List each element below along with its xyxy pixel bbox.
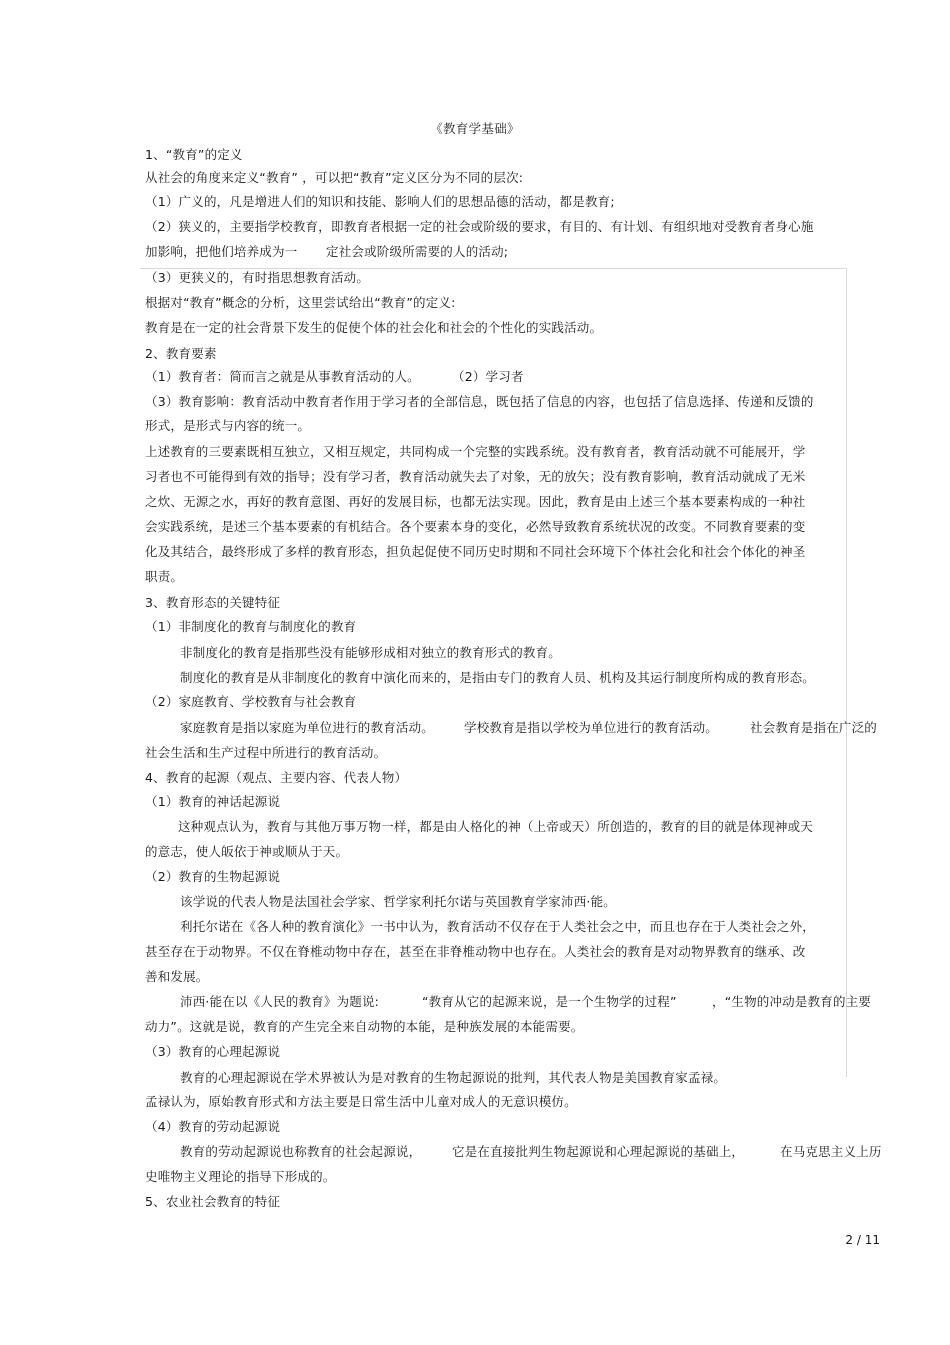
document-title: 《教育学基础》 [430,121,520,136]
page-number: 2 / 11 [845,1233,880,1247]
text-line: 会实践系统，是述三个基本要素的有机结合。各个要素本身的变化，必然导致教育系统状况的改变。不同教育要素的变 [145,519,806,534]
text-line: （1）教育的神话起源说 [145,794,281,809]
text-line: 利托尔诺在《各人种的教育演化》一书中认为，教育活动不仅存在于人类社会之中，而且也存在于人类社会之外， [180,919,816,934]
text-line: （2）狭义的，主要指学校教育，即教育者根据一定的社会或阶级的要求，有目的、有计划、有组织地对受教育者身心施 [145,219,814,234]
text-line: 化及其结合，最终形成了多样的教育形态，担负起促使不同历史时期和不同社会环境下个体社会化和社会个体化的神圣 [145,544,806,559]
text-line: 非制度化的教育是指那些没有能够形成相对独立的教育形式的教育。 [180,645,562,660]
text-line: 孟禄认为，原始教育形式和方法主要是日常生活中儿童对成人的无意识模仿。 [145,1094,577,1109]
section-heading: 2、教育要素 [145,346,217,361]
text-line: ，“生物的冲动是教育的主要 [712,994,872,1009]
text-line: 从社会的角度来定义“教育” ，可以把“教育”定义区分为不同的层次: [145,170,524,185]
text-line: 的意志，使人皈依于神或顺从于天。 [145,844,349,859]
text-line: 制度化的教育是从非制度化的教育中演化而来的，是指由专门的教育人员、机构及其运行制度所构成的教育形态。 [180,670,816,685]
text-line: 史唯物主义理论的指导下形成的。 [145,1169,336,1184]
text-line: （2）教育的生物起源说 [145,869,281,884]
text-line: （1）广义的，凡是增进人们的知识和技能、影响人们的思想品德的活动，都是教育; [145,194,615,209]
text-line: 学校教育是指以学校为单位进行的教育活动。 [464,720,719,735]
text-line: 上述教育的三要素既相互独立，又相互规定，共同构成一个完整的实践系统。没有教育者，教育活动就不可能展开，学 [145,444,806,459]
text-line: 习者也不可能得到有效的指导；没有学习者，教育活动就失去了对象，无的放矢；没有教育影响，教育活动就成了无米 [145,469,806,484]
text-line: 社会生活和生产过程中所进行的教育活动。 [145,745,387,760]
text-line: 它是在直接批判生物起源说和心理起源说的基础上， [452,1144,745,1159]
text-line: 该学说的代表人物是法国社会学家、哲学家利托尔诺与英国教育学家沛西·能。 [180,894,616,909]
text-line: 根据对“教育”概念的分析，这里尝试给出“教育”的定义: [145,295,456,310]
text-line: 善和发展。 [145,969,209,984]
text-line: （2）学习者 [452,369,524,384]
text-line: 社会教育是指在广泛的 [750,720,878,735]
text-line: （2）家庭教育、学校教育与社会教育 [145,694,357,709]
text-line: 加影响，把他们培养成为一 [145,244,298,259]
section-heading: 3、教育形态的关键特征 [145,595,281,610]
text-line: 沛西·能在以《人民的教育》为题说: [180,994,380,1009]
text-line: 在马克思主义上历 [780,1144,882,1159]
text-line: 动力”。这就是说，教育的产生完全来自动物的本能，是种族发展的本能需要。 [145,1019,584,1034]
text-line: 教育的心理起源说在学术界被认为是对教育的生物起源说的批判，其代表人物是美国教育家孟禄。 [180,1070,727,1085]
text-line: 定社会或阶级所需要的人的活动; [326,244,509,259]
text-line: 职责。 [145,569,184,584]
text-line: 家庭教育是指以家庭为单位进行的教育活动。 [180,720,435,735]
text-line: “教育从它的起源来说，是一个生物学的过程” [422,994,677,1009]
text-line: 教育的劳动起源说也称教育的社会起源说， [180,1144,422,1159]
text-line: 教育是在一定的社会背景下发生的促使个体的社会化和社会的个性化的实践活动。 [145,320,603,335]
text-line: 甚至存在于动物界。不仅在脊椎动物中存在，甚至在非脊椎动物中也存在。人类社会的教育是对动物界教育的继承、改 [145,944,806,959]
text-line: （3）更狭义的，有时指思想教育活动。 [145,270,370,285]
section-heading: 4、教育的起源（观点、主要内容、代表人物） [145,770,408,785]
text-line: 这种观点认为，教育与其他万事万物一样，都是由人格化的神（上帝或天）所创造的，教育的目的就是体现神或天 [178,819,814,834]
text-line: 形式，是形式与内容的统一。 [145,418,311,433]
text-line: （3）教育的心理起源说 [145,1044,281,1059]
text-line: （1）教育者：简而言之就是从事教育活动的人。 [145,369,420,384]
text-line: （4）教育的劳动起源说 [145,1119,281,1134]
section-heading: 5、农业社会教育的特征 [145,1194,281,1209]
text-line: （3）教育影响：教育活动中教育者作用于学习者的全部信息，既包括了信息的内容，也包括了信息选择、传递和反馈的 [145,394,814,409]
section-heading: 1、“教育”的定义 [145,147,243,162]
text-line: 之炊、无源之水，再好的教育意图、再好的发展目标，也都无法实现。因此，教育是由上述三个基本要素构成的一种社 [145,494,806,509]
text-line: （1）非制度化的教育与制度化的教育 [145,619,357,634]
